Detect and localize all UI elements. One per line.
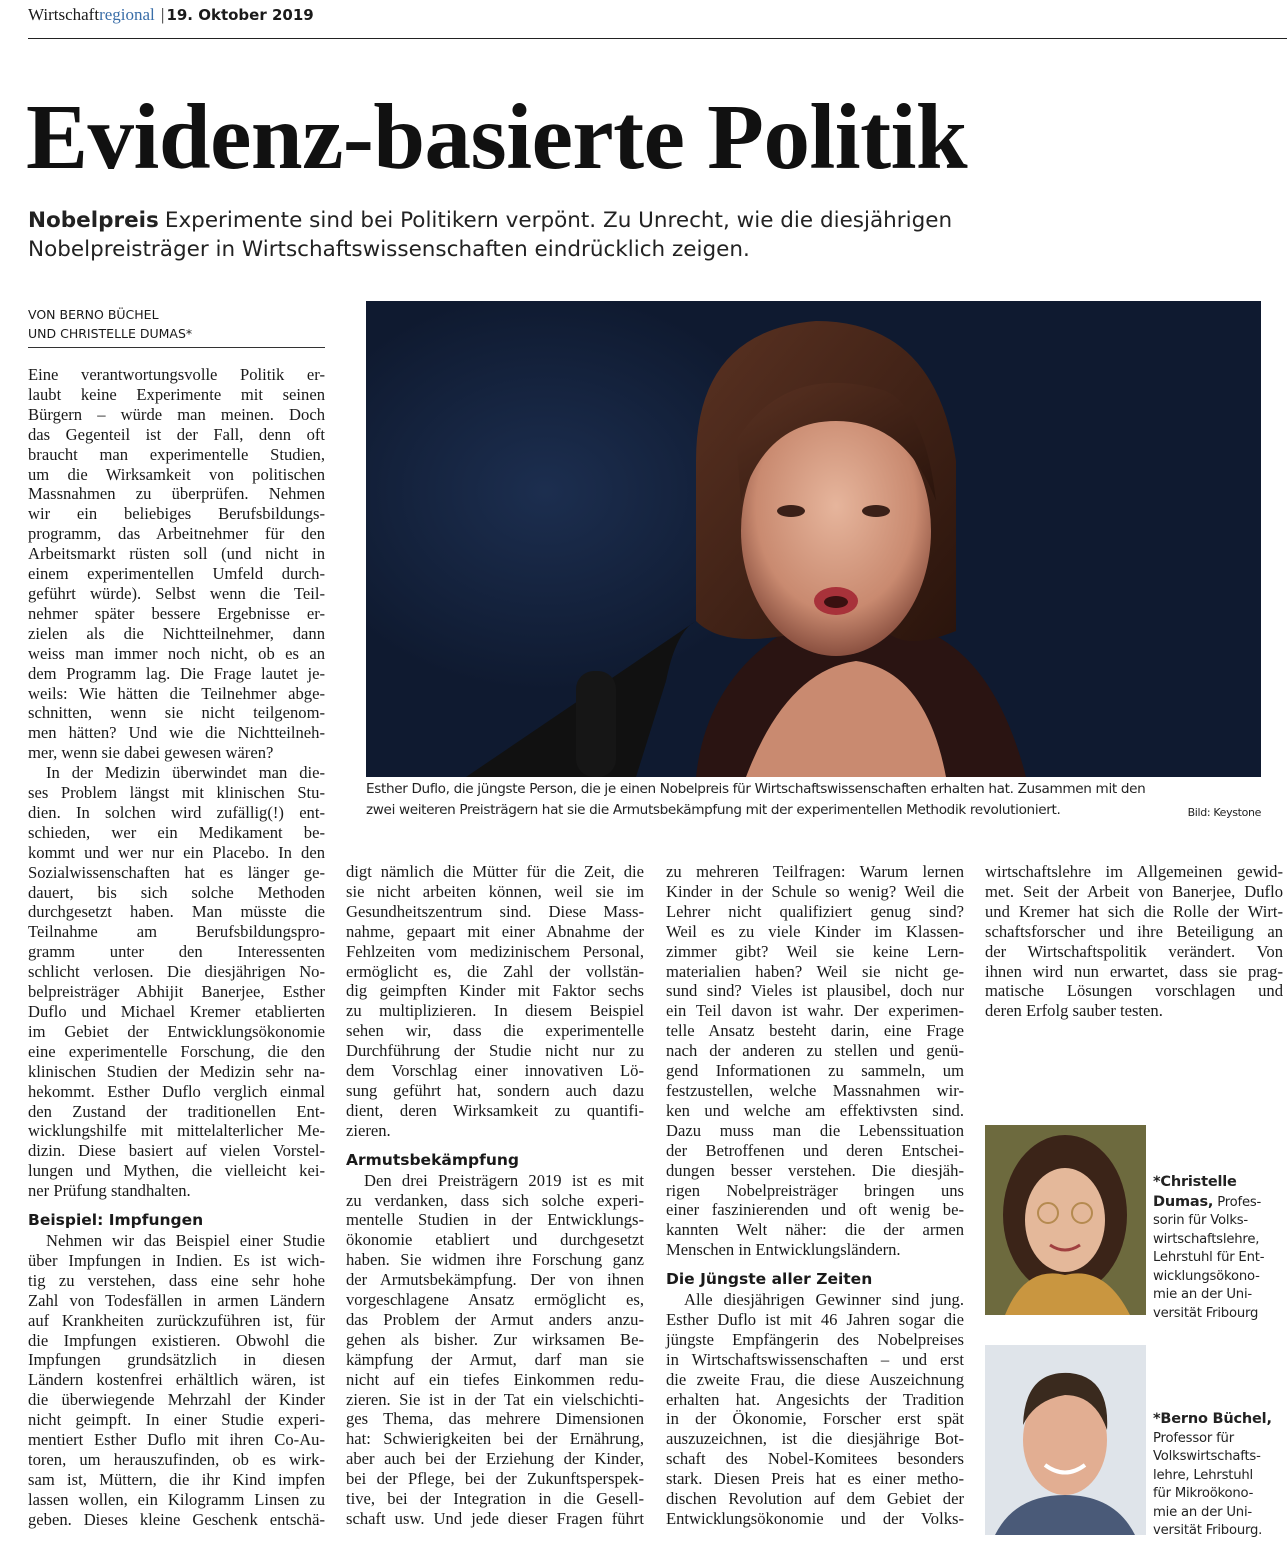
text-line: zielen als die Nichtteilnehmer, dann bbox=[28, 623, 325, 643]
text-line: nicht geimpft. In einer Studie experi- bbox=[28, 1410, 325, 1430]
paragraph bbox=[28, 763, 325, 1201]
text-line: Ländern kostenfrei erhältlich wären, ist bbox=[28, 1370, 325, 1390]
text-line: In der Medizin überwindet man die- bbox=[46, 763, 325, 783]
text-line: schnitten, wenn sie nicht teilgenom- bbox=[28, 703, 325, 723]
text-line: kannten Welt näher: die der armen bbox=[666, 1220, 964, 1240]
text-line: Gesundheitszentrum sind. Diese Mass- bbox=[346, 901, 644, 921]
byline-line: VON BERNO BÜCHEL bbox=[28, 307, 159, 322]
text-line: weiss man immer noch nicht, ob es an bbox=[28, 643, 325, 663]
text-line: Eine verantwortungsvolle Politik er- bbox=[28, 365, 325, 384]
text-line: tig zu verstehen, dass eine sehr hohe bbox=[28, 1270, 325, 1290]
text-line: Esther Duflo ist mit 46 Jahren sogar die bbox=[666, 1309, 964, 1329]
text-line: mer, wenn sie dabei gewesen wären? bbox=[28, 743, 274, 763]
text-line: mentiert Esther Duflo mit ihren Co-Au- bbox=[28, 1430, 325, 1450]
column-1 bbox=[28, 365, 325, 1530]
text-line: im Gebiet der Entwicklungsökonomie bbox=[28, 1021, 325, 1041]
bio-line: wirtschaftslehre, bbox=[1153, 1231, 1260, 1247]
text-line: Nehmen wir das Beispiel einer Studie bbox=[46, 1230, 325, 1250]
text-line: nahme, gepaart mit einer Abnahme der bbox=[346, 921, 644, 941]
bio-line: Volkswirtschafts- bbox=[1153, 1449, 1261, 1464]
text-line: schlicht verlosen. Die diesjährigen No- bbox=[28, 962, 325, 982]
header-rule bbox=[28, 38, 1287, 39]
author-photo-christelle-dumas bbox=[985, 1125, 1146, 1315]
bio-line: sorin für Volks- bbox=[1153, 1213, 1248, 1228]
text-line: zieren. Sie ist in der Tat ein vielschichti- bbox=[346, 1389, 644, 1409]
text-line: nehmer später bessere Ergebnisse er- bbox=[28, 603, 325, 623]
text-line: vorgeschlagene Ansatz ermöglicht es, bbox=[346, 1290, 644, 1310]
text-line: belpreisträger Abhijit Banerjee, Esther bbox=[28, 982, 325, 1002]
text-line: zieren. bbox=[346, 1120, 391, 1140]
text-line: weils: Wie hätten die Teilnehmer abge- bbox=[28, 683, 325, 703]
text-line: laubt keine Experimente mit seinen bbox=[28, 384, 325, 404]
article-lead bbox=[28, 206, 1028, 264]
text-line: dizin. Diese basiert auf vielen Vorstel- bbox=[28, 1141, 325, 1161]
text-line: schaft des Nobel-Komitees besonders bbox=[666, 1449, 964, 1469]
text-line: ner Prüfung standhalten. bbox=[28, 1181, 191, 1201]
text-line: klinischen Studien der Medizin sehr na- bbox=[28, 1061, 325, 1081]
text-line: Sozialwissenschaften hat es länger ge- bbox=[28, 862, 325, 882]
text-line: dem Vorschlag einer innovativen Lö- bbox=[346, 1061, 644, 1081]
photo-credit: Bild: Keystone bbox=[1187, 806, 1261, 819]
text-line: das Gegenteil ist der Fall, denn oft bbox=[28, 424, 325, 444]
paragraph bbox=[346, 1171, 644, 1529]
bio-line: versität Fribourg. bbox=[1153, 1523, 1263, 1538]
text-line: sie nicht arbeiten können, weil sie im bbox=[346, 881, 644, 901]
text-line: materialien haben? Weil sie nicht ge- bbox=[666, 961, 964, 981]
text-line: programm, das Arbeitnehmer für den bbox=[28, 524, 325, 544]
text-line: ges Thema, das mehrere Dimensionen bbox=[346, 1409, 644, 1429]
kicker: Nobelpreis bbox=[28, 208, 159, 233]
text-line: geführt würde). Selbst wenn die Teil- bbox=[28, 583, 325, 603]
text-line: sam ist, Müttern, die ihr Kind impfen bbox=[28, 1469, 325, 1489]
text-line: einer faszinierenden und oft wenig be- bbox=[666, 1200, 964, 1220]
text-line: über Impfungen in Indien. Es ist wich- bbox=[28, 1250, 325, 1270]
author-bio-berno-buechel bbox=[1153, 1410, 1287, 1541]
paragraph bbox=[985, 862, 1283, 1021]
text-line: tive, bei der Integration in die Gesell- bbox=[346, 1489, 644, 1509]
page-header bbox=[28, 5, 314, 25]
text-line: Entwicklungsökonomie und der Volks- bbox=[666, 1509, 964, 1528]
text-line: Impfungen grundsätzlich in diesen bbox=[28, 1350, 325, 1370]
bio-line: wicklungsökono- bbox=[1153, 1268, 1260, 1284]
paragraph bbox=[28, 1231, 325, 1530]
text-line: Alle diesjährigen Gewinner sind jung. bbox=[684, 1290, 964, 1310]
text-line: schieden, wer ein Medikament be- bbox=[28, 822, 325, 842]
text-line: Lehrer nicht qualifiziert genug sind? bbox=[666, 901, 964, 921]
text-line: zimmer gibt? Weil sie keine Lern- bbox=[666, 941, 964, 961]
text-line: auf Krankheiten zurückzuführen ist, für bbox=[28, 1310, 325, 1330]
text-line: sung geführt hat, sondern auch dazu bbox=[346, 1080, 644, 1100]
section-heading: Beispiel: Impfungen bbox=[28, 1211, 204, 1230]
text-line: mentelle Studien in der Entwicklungs- bbox=[346, 1210, 644, 1230]
bio-line: lehre, Lehrstuhl bbox=[1153, 1467, 1253, 1483]
text-line: die Impfungen existieren. Obwohl die bbox=[28, 1330, 325, 1350]
text-line: Arbeitsmarkt rüsten soll (und nicht in bbox=[28, 544, 325, 564]
text-line: Kinder in der Schule so wenig? Weil die bbox=[666, 881, 964, 901]
byline-line: UND CHRISTELLE DUMAS* bbox=[28, 326, 193, 341]
text-line: Teilnahme am Berufsbildungspro- bbox=[28, 922, 325, 942]
text-line: Zahl von Todesfällen in armen Ländern bbox=[28, 1290, 325, 1310]
section-heading: Die Jüngste aller Zeiten bbox=[666, 1270, 873, 1289]
text-line: einem experimentellen Umfeld durch- bbox=[28, 564, 325, 584]
photo-caption bbox=[366, 779, 1261, 823]
text-line: dischen Revolution auf dem Gebiet der bbox=[666, 1489, 964, 1509]
text-line: dem Programm lag. Die Frage lautet je- bbox=[28, 663, 325, 683]
text-line: in Wirtschaftswissenschaften – und erst bbox=[666, 1349, 964, 1369]
brand-name-accent: regional bbox=[99, 5, 155, 24]
article-title: Evidenz-basierte Politik bbox=[26, 86, 968, 189]
text-line: kommt und wer nur ein Placebo. In den bbox=[28, 842, 325, 862]
text-line: stark. Diesen Preis hat es einer metho- bbox=[666, 1469, 964, 1489]
text-line: deren Erfolg sauber testen. bbox=[985, 1001, 1163, 1021]
portrait-image bbox=[985, 1125, 1146, 1315]
bio-line: Profes- bbox=[1217, 1194, 1262, 1210]
caption-line bbox=[366, 800, 1261, 821]
text-line: gend Informationen zu sammeln, um bbox=[666, 1061, 964, 1081]
text-line: die überwiegende Mehrzahl der Kinder bbox=[28, 1390, 325, 1410]
text-line: dig geimpften Kinder mit Faktor sechs bbox=[346, 981, 644, 1001]
text-line: met. Seit der Arbeit von Banerjee, Duflo bbox=[985, 881, 1283, 901]
text-line: schaft usw. Und jede dieser Fragen führt bbox=[346, 1509, 644, 1528]
text-line: festzustellen, welche Massnahmen wir- bbox=[666, 1080, 964, 1100]
text-line: rigen Nobelpreisträger bringen uns bbox=[666, 1180, 964, 1200]
text-line: bei der Pflege, bei der Zukunftsperspek- bbox=[346, 1469, 644, 1489]
text-line: das Problem der Armut anders anzu- bbox=[346, 1309, 644, 1329]
text-line: Dazu muss man die Lebenssituation bbox=[666, 1120, 964, 1140]
text-line: zu verdanken, dass sich solche experi- bbox=[346, 1190, 644, 1210]
text-line: nach der anderen zu stellen und genü- bbox=[666, 1041, 964, 1061]
lead-text: Experimente sind bei Politikern verpönt. Zu Unrecht, wie die diesjährigen Nobelpreisträger in Wirtschaftswissenschaften eindrücklich zeigen. bbox=[28, 208, 953, 262]
text-line: sund sind? Vieles ist plausibel, doch nur bbox=[666, 981, 964, 1001]
text-line: wir ein beliebiges Berufsbildungs- bbox=[28, 504, 325, 524]
bio-line: mie an der Uni- bbox=[1153, 1287, 1252, 1302]
caption-text: zwei weiteren Preisträgern hat sie die Armutsbekämpfung mit der experimentellen Methodik revolutioniert. bbox=[366, 802, 1061, 818]
text-line: um die Wirksamkeit von politischen bbox=[28, 464, 325, 484]
text-line: zu mehreren Teilfragen: Warum lernen bbox=[666, 862, 964, 881]
text-line: eine experimentelle Forschung, die den bbox=[28, 1041, 325, 1061]
text-line: braucht man experimentelle Studien, bbox=[28, 444, 325, 464]
text-line: sehen wir, dass die experimentelle bbox=[346, 1021, 644, 1041]
text-line: ökonomie etabliert und durchgesetzt bbox=[346, 1230, 644, 1250]
paragraph bbox=[346, 862, 644, 1141]
text-line: durchgesetzt haben. Man müsste die bbox=[28, 902, 325, 922]
paragraph bbox=[666, 1290, 964, 1529]
bio-line: mie an der Uni- bbox=[1153, 1504, 1252, 1520]
author-bio-christelle-dumas bbox=[1153, 1173, 1287, 1323]
text-line: kämpfung der Armut, darf man sie bbox=[346, 1349, 644, 1369]
text-line: nicht auf ein tiefes Einkommen redu- bbox=[346, 1369, 644, 1389]
text-line: die zweite Frau, die diese Auszeichnung bbox=[666, 1369, 964, 1389]
main-photo bbox=[366, 301, 1261, 777]
byline bbox=[28, 305, 325, 348]
text-line: hat: Schwierigkeiten bei der Ernährung, bbox=[346, 1429, 644, 1449]
text-line: der Betroffenen und deren Entschei- bbox=[666, 1140, 964, 1160]
text-line: in der Ökonomie, Forscher erst spät bbox=[666, 1409, 964, 1429]
text-line: ken und welche am effektivsten sind. bbox=[666, 1100, 964, 1120]
header-separator: | bbox=[161, 5, 165, 24]
bio-line: versität Fribourg bbox=[1153, 1305, 1259, 1321]
text-line: dungen besser verstehen. Die diesjäh- bbox=[666, 1160, 964, 1180]
text-line: jüngste Empfängerin des Nobelpreises bbox=[666, 1329, 964, 1349]
text-line: gehen als bisher. Zur wirksamen Be- bbox=[346, 1329, 644, 1349]
text-line: den Zustand der traditionellen Ent- bbox=[28, 1101, 325, 1121]
text-line: wirtschaftslehre im Allgemeinen gewid- bbox=[985, 862, 1283, 881]
caption-line: Esther Duflo, die jüngste Person, die je einen Nobelpreis für Wirtschaftswissenschaften erhalten hat. Zusammen mit den bbox=[366, 781, 1146, 797]
text-line: zu multiplizieren. In diesem Beispiel bbox=[346, 1001, 644, 1021]
text-line: dient, deren Wirksamkeit zu quantifi- bbox=[346, 1100, 644, 1120]
author-name: *Berno Büchel, bbox=[1153, 1411, 1272, 1427]
text-line: auszuzeichnen, ist die diesjährige Bot- bbox=[666, 1429, 964, 1449]
text-line: Fehlzeiten vom medizinischem Personal, bbox=[346, 941, 644, 961]
text-line: digt nämlich die Mütter für die Zeit, die bbox=[346, 862, 644, 881]
text-line: Durchführung der Studie nicht nur zu bbox=[346, 1041, 644, 1061]
text-line: gramm unter den Interessenten bbox=[28, 942, 325, 962]
text-line: dauert, bis sich solche Methoden bbox=[28, 882, 325, 902]
text-line: men hätten? Und wie die Nichtteilneh- bbox=[28, 723, 325, 743]
bio-line: Professor für bbox=[1153, 1430, 1234, 1446]
text-line: wicklungshilfe mit mittelalterlicher Me- bbox=[28, 1121, 325, 1141]
text-line: Menschen in Entwicklungsländern. bbox=[666, 1240, 901, 1260]
text-line: matische Lösungen vorschlagen und bbox=[985, 981, 1283, 1001]
text-line: lassen wollen, ein Kilogramm Linsen zu bbox=[28, 1489, 325, 1509]
text-line: telle Ansatz besteht darin, eine Frage bbox=[666, 1021, 964, 1041]
bio-line: für Mikroökono- bbox=[1153, 1486, 1254, 1501]
text-line: dien. In solchen wird zufällig(!) ent- bbox=[28, 802, 325, 822]
text-line: schaftsforscher und ihre Beteiligung an bbox=[985, 921, 1283, 941]
bio-line: Lehrstuhl für Ent- bbox=[1153, 1250, 1265, 1265]
text-line: erhalten hat. Angesichts der Tradition bbox=[666, 1389, 964, 1409]
text-line: Duflo und Michael Kremer etablierten bbox=[28, 1002, 325, 1021]
text-line: der Armutsbekämpfung. Der von ihnen bbox=[346, 1270, 644, 1290]
text-line: haben. Sie widmen ihre Forschung ganz bbox=[346, 1250, 644, 1270]
text-line: ihnen wird nun erwartet, dass sie prag- bbox=[985, 961, 1283, 981]
text-line: toren, um herauszufinden, ob es wirk- bbox=[28, 1449, 325, 1469]
text-line: Bürgern – würde man meinen. Doch bbox=[28, 404, 325, 424]
text-line: aber auch bei der Erziehung der Kinder, bbox=[346, 1449, 644, 1469]
photo-esther-duflo bbox=[366, 301, 1261, 777]
text-line: hekommt. Esther Duflo verglich einmal bbox=[28, 1081, 325, 1101]
text-line: Weil es zu viele Kinder im Klassen- bbox=[666, 921, 964, 941]
text-line: lungen und Mythen, die vielleicht kei- bbox=[28, 1161, 325, 1181]
text-line: der Wirtschaftspolitik verändert. Von bbox=[985, 941, 1283, 961]
paragraph bbox=[666, 862, 964, 1260]
column-4 bbox=[985, 862, 1283, 1021]
text-line: ermöglicht es, die Zahl der vollstän- bbox=[346, 961, 644, 981]
text-line: ein Teil davon ist wahr. Der experimen- bbox=[666, 1001, 964, 1021]
text-line: ses Problem längst mit klinischen Stu- bbox=[28, 783, 325, 803]
text-line: geben. Dieses kleine Geschenk entschä- bbox=[28, 1509, 325, 1529]
column-3 bbox=[666, 862, 964, 1529]
text-line: Den drei Preisträgern 2019 ist es mit bbox=[364, 1170, 644, 1190]
paragraph bbox=[28, 365, 325, 763]
issue-date: 19. Oktober 2019 bbox=[166, 6, 314, 24]
text-line: und Kremer hat sich die Rolle der Wirt- bbox=[985, 901, 1283, 921]
brand-name: Wirtschaft bbox=[28, 5, 100, 24]
portrait-image bbox=[985, 1345, 1146, 1535]
text-line: Massnahmen zu überprüfen. Nehmen bbox=[28, 484, 325, 504]
author-photo-berno-buechel bbox=[985, 1345, 1146, 1535]
column-2 bbox=[346, 862, 644, 1529]
section-heading: Armutsbekämpfung bbox=[346, 1150, 519, 1169]
author-name: *Christelle Dumas, bbox=[1153, 1174, 1237, 1210]
